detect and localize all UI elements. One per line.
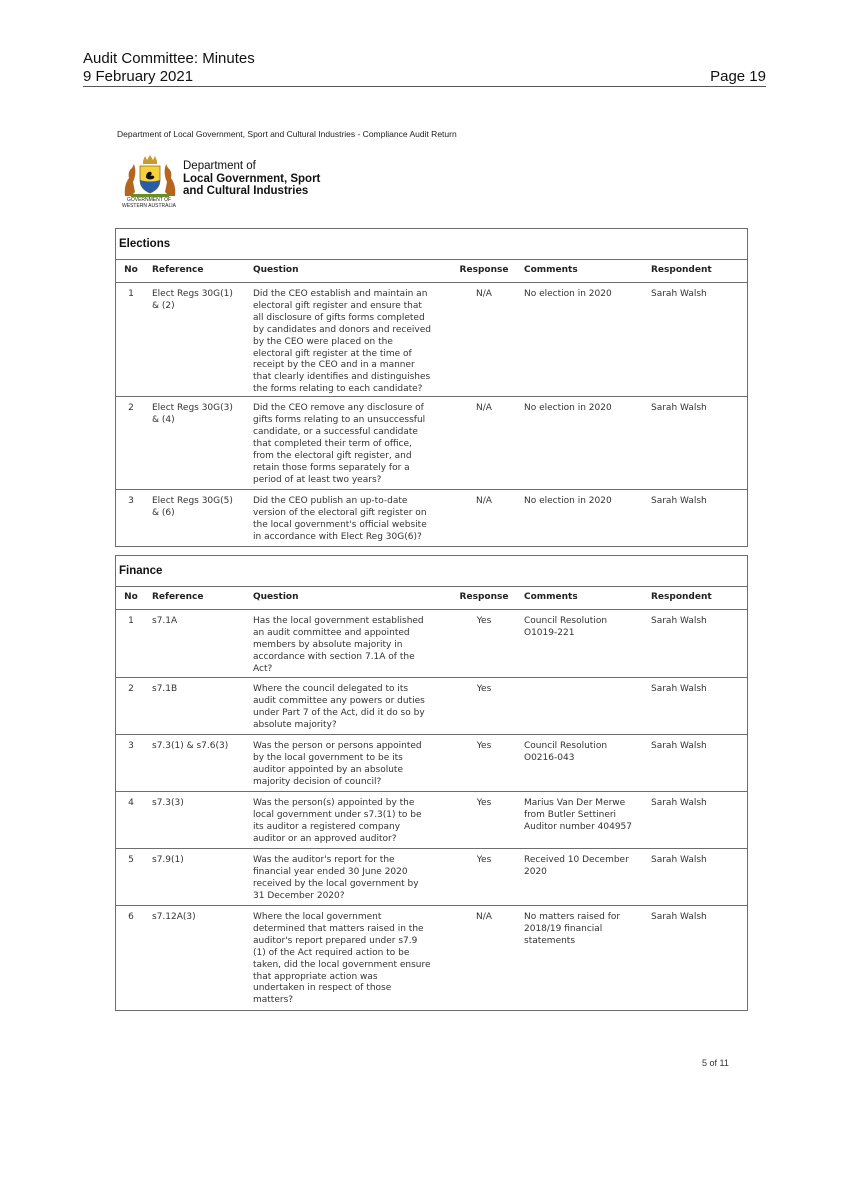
cell-question-line: Was the auditor's report for the	[253, 855, 395, 865]
cell-comments-line: Council Resolution	[524, 741, 608, 751]
cell-question-line: version of the electoral gift register on	[253, 508, 427, 519]
cell-comments-line: No election in 2020	[524, 289, 612, 299]
cell-respondent: Sarah Walsh	[645, 849, 747, 906]
cell-question-line: taken, did the local government ensure	[253, 959, 431, 970]
table-row	[116, 490, 747, 546]
cell-reference-line: & (4)	[152, 415, 175, 426]
cell-question-line: electoral gift register and ensure that	[253, 300, 422, 311]
cell-question	[247, 792, 450, 849]
document-title: Audit Committee: Minutes	[83, 50, 255, 67]
cell-respondent: Sarah Walsh	[651, 289, 707, 299]
cell-comments	[518, 849, 645, 906]
column-header-no: No	[116, 587, 146, 610]
cell-response: N/A	[450, 397, 518, 490]
cell-comments-line: O0216-043	[524, 752, 575, 763]
table-row	[116, 397, 747, 490]
elections-section	[115, 228, 748, 547]
cell-no: 1	[128, 289, 134, 299]
meeting-date: 9 February 2021	[83, 68, 194, 85]
cell-response: Yes	[450, 792, 518, 849]
cell-question-line: matters?	[253, 995, 294, 1006]
cell-reference	[146, 397, 247, 490]
cell-comments-line: statements	[524, 935, 576, 946]
cell-reference-line: Elect Regs 30G(3)	[152, 403, 233, 414]
cell-respondent: Sarah Walsh	[645, 490, 747, 546]
cell-respondent: Sarah Walsh	[645, 678, 747, 735]
cell-question	[247, 735, 450, 792]
cell-question-line: that completed their term of office,	[253, 438, 412, 449]
cell-question-line: by the CEO were placed on the	[253, 336, 393, 347]
cell-question-line: Where the council delegated to its	[253, 684, 409, 694]
cell-question-line: retain those forms separately for a	[253, 462, 410, 473]
cell-question-line: by candidates and donors and received	[253, 324, 431, 335]
table-header-row	[116, 587, 747, 610]
cell-question-line: its auditor a registered company	[253, 821, 401, 832]
cell-response: N/A	[450, 906, 518, 1010]
cell-question-line: receipt by the CEO and in a manner	[253, 360, 415, 371]
cell-comments	[518, 397, 645, 490]
cell-question-line: (1) of the Act required action to be	[253, 947, 410, 958]
cell-reference	[146, 792, 247, 849]
cell-question-line: Has the local government established	[253, 616, 424, 626]
cell-no: 2	[116, 678, 146, 735]
cell-reference	[146, 610, 247, 678]
cell-reference	[146, 490, 247, 546]
cell-response: Yes	[450, 678, 518, 735]
cell-reference	[146, 906, 247, 1010]
cell-respondent: Sarah Walsh	[651, 616, 707, 626]
cell-comments-line: O1019-221	[524, 627, 575, 638]
cell-comments	[518, 735, 645, 792]
cell-reference-line: s7.3(1) & s7.6(3)	[152, 741, 229, 751]
cell-reference-line: s7.12A(3)	[152, 912, 196, 922]
cell-no: 3	[116, 735, 146, 792]
column-header-question: Question	[247, 587, 450, 610]
cell-comments-line: from Butler Settineri	[524, 809, 617, 820]
cell-no: 4	[116, 792, 146, 849]
cell-question-line: the forms relating to each candidate?	[253, 384, 423, 395]
cell-respondent: Sarah Walsh	[645, 397, 747, 490]
cell-question-line: auditor's report prepared under s7.9	[253, 935, 418, 946]
cell-reference	[146, 735, 247, 792]
column-header-response: Response	[450, 587, 518, 610]
cell-reference	[146, 283, 247, 397]
cell-no: 2	[116, 397, 146, 490]
table-row	[116, 610, 747, 678]
cell-question-line: Act?	[253, 663, 273, 674]
cell-question-line: auditor or an approved auditor?	[253, 833, 397, 844]
cell-reference-line: s7.1B	[152, 684, 178, 694]
cell-respondent: Sarah Walsh	[645, 792, 747, 849]
cell-question	[247, 397, 450, 490]
cell-question	[247, 906, 450, 1010]
cell-no: 3	[116, 490, 146, 546]
cell-question-line: from the electoral gift register, and	[253, 450, 412, 461]
column-header-reference: Reference	[146, 260, 247, 283]
cell-response: N/A	[476, 289, 492, 299]
cell-response: Yes	[450, 849, 518, 906]
cell-comments-line: No election in 2020	[524, 496, 612, 507]
cell-comments-line: 2020	[524, 866, 547, 877]
cell-response: N/A	[450, 490, 518, 546]
table-row	[116, 906, 747, 1010]
cell-question	[247, 610, 450, 678]
cell-reference-line: s7.1A	[152, 616, 178, 626]
cell-question-line: auditor appointed by an absolute	[253, 764, 403, 775]
cell-question-line: Where the local government	[253, 912, 382, 922]
cell-question-line: electoral gift register at the time of	[253, 348, 412, 359]
page-header	[83, 50, 766, 86]
cell-question-line: period of at least two years?	[253, 474, 382, 485]
table-row	[116, 735, 747, 792]
cell-respondent: Sarah Walsh	[645, 906, 747, 1010]
department-logo	[109, 152, 329, 216]
cell-reference-line: s7.9(1)	[152, 855, 184, 865]
finance-table	[116, 587, 747, 1010]
cell-question-line: received by the local government by	[253, 878, 419, 889]
wa-coat-of-arms-icon	[119, 152, 181, 200]
page-number: Page 19	[710, 68, 766, 85]
cell-question-line: candidate, or a successful candidate	[253, 426, 418, 437]
cell-response: Yes	[450, 735, 518, 792]
cell-reference-line: & (2)	[152, 300, 175, 311]
cell-comments-line: Auditor number 404957	[524, 821, 633, 832]
cell-comments	[518, 490, 645, 546]
cell-question-line: absolute majority?	[253, 719, 337, 730]
cell-question-line: under Part 7 of the Act, did it do so by	[253, 707, 425, 718]
cell-question-line: 31 December 2020?	[253, 890, 345, 901]
cell-question-line: an audit committee and appointed	[253, 627, 410, 638]
cell-no: 5	[116, 849, 146, 906]
column-header-respondent: Respondent	[645, 587, 747, 610]
header-rule	[83, 86, 766, 87]
table-row	[116, 849, 747, 906]
cell-comments-line: No matters raised for	[524, 912, 621, 922]
cell-comments-line: Council Resolution	[524, 616, 608, 626]
cell-question-line: members by absolute majority in	[253, 639, 403, 650]
cell-question-line: majority decision of council?	[253, 776, 382, 787]
cell-comments-line: No election in 2020	[524, 403, 612, 414]
cell-comments	[518, 283, 645, 397]
cell-question-line: Did the CEO publish an up-to-date	[253, 496, 408, 507]
cell-respondent: Sarah Walsh	[645, 735, 747, 792]
table-row	[116, 283, 747, 397]
cell-comments-line: Received 10 December	[524, 855, 629, 865]
cell-reference-line: Elect Regs 30G(5)	[152, 496, 233, 507]
cell-response: Yes	[476, 616, 492, 626]
table-row	[116, 678, 747, 735]
page-footer: 5 of 11	[702, 1058, 729, 1068]
column-header-comments: Comments	[518, 587, 645, 610]
column-header-reference: Reference	[146, 587, 247, 610]
cell-question-line: determined that matters raised in the	[253, 923, 424, 934]
cell-question-line: accordance with section 7.1A of the	[253, 651, 415, 662]
cell-question-line: the local government's official website	[253, 519, 427, 530]
cell-question-line: in accordance with Elect Reg 30G(6)?	[253, 531, 422, 542]
finance-section	[115, 555, 748, 1011]
cell-comments-line: 2018/19 financial	[524, 923, 603, 934]
section-title-elections: Elections	[116, 229, 747, 260]
cell-question	[247, 678, 450, 735]
cell-question-line: Was the person(s) appointed by the	[253, 798, 415, 808]
cell-question-line: audit committee any powers or duties	[253, 695, 425, 706]
cell-question-line: all disclosure of gifts forms completed	[253, 312, 425, 323]
column-header-response: Response	[450, 260, 518, 283]
column-header-no: No	[116, 260, 146, 283]
cell-no: 1	[128, 616, 134, 626]
cell-reference	[146, 849, 247, 906]
cell-question-line: that clearly identifies and distinguishes	[253, 372, 431, 383]
cell-question-line: that appropriate action was	[253, 971, 378, 982]
cell-question	[247, 490, 450, 546]
cell-question-line: Did the CEO remove any disclosure of	[253, 403, 424, 414]
cell-question-line: Did the CEO establish and maintain an	[253, 289, 428, 299]
column-header-respondent: Respondent	[645, 260, 747, 283]
cell-comments	[518, 906, 645, 1010]
table-header-row	[116, 260, 747, 283]
cell-question-line: financial year ended 30 June 2020	[253, 866, 408, 877]
table-row	[116, 792, 747, 849]
cell-comments	[518, 678, 645, 735]
cell-question	[247, 849, 450, 906]
cell-question-line: gifts forms relating to an unsuccessful	[253, 415, 426, 426]
cell-question-line: local government under s7.3(1) to be	[253, 809, 422, 820]
cell-question-line: by the local government to be its	[253, 752, 403, 763]
form-title: Department of Local Government, Sport and Cultural Industries - Compliance Audit Return	[117, 129, 457, 139]
cell-comments-line: Marius Van Der Merwe	[524, 798, 626, 808]
cell-no: 6	[116, 906, 146, 1010]
cell-reference-line: & (6)	[152, 508, 175, 519]
cell-reference-line: s7.3(3)	[152, 798, 184, 808]
column-header-comments: Comments	[518, 260, 645, 283]
cell-question-line: undertaken in respect of those	[253, 983, 392, 994]
cell-reference-line: Elect Regs 30G(1)	[152, 289, 233, 299]
elections-table	[116, 260, 747, 546]
crest-caption: GOVERNMENT OF WESTERN AUSTRALIA	[122, 197, 176, 209]
cell-question	[247, 283, 450, 397]
cell-comments	[518, 610, 645, 678]
section-title-finance: Finance	[116, 556, 747, 587]
department-name: Department of Local Government, Sport and Cultural Industries	[183, 160, 321, 197]
column-header-question: Question	[247, 260, 450, 283]
cell-reference	[146, 678, 247, 735]
cell-comments	[518, 792, 645, 849]
cell-question-line: Was the person or persons appointed	[253, 741, 422, 751]
